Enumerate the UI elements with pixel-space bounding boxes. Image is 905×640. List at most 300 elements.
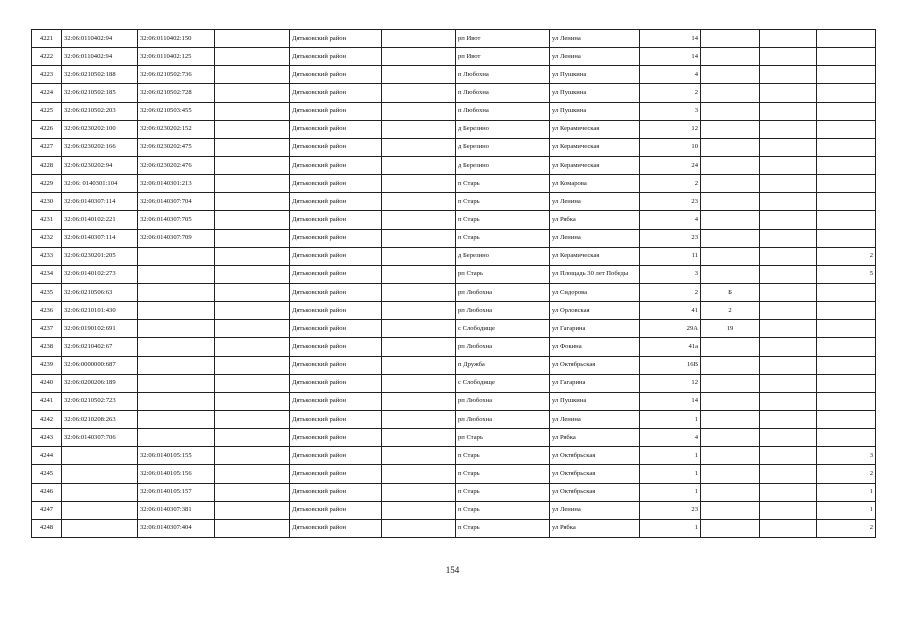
house-number-cell: 11 — [640, 247, 701, 265]
building-cadastral-number-cell — [138, 429, 215, 447]
cadastral-number-cell: 32:06:0230202:94 — [62, 156, 138, 174]
district-cell: Дятьковский район — [290, 193, 382, 211]
house-number-cell: 2 — [640, 283, 701, 301]
row-number-cell: 4226 — [32, 120, 62, 138]
cadastral-number-cell — [62, 483, 138, 501]
house-number-cell: 3 — [640, 102, 701, 120]
locality-cell: п Старь — [456, 229, 550, 247]
locality-cell: рп Любохна — [456, 410, 550, 428]
building-cell: 19 — [701, 320, 760, 338]
row-number-cell: 4235 — [32, 283, 62, 301]
house-number-cell: 24 — [640, 156, 701, 174]
apartment-cell — [817, 410, 876, 428]
locality-cell: п Старь — [456, 447, 550, 465]
cadastral-number-cell: 32:06:0230202:100 — [62, 120, 138, 138]
row-number-cell: 4229 — [32, 175, 62, 193]
empty-cell — [760, 320, 817, 338]
empty-cell — [760, 410, 817, 428]
apartment-cell — [817, 283, 876, 301]
district-cell: Дятьковский район — [290, 102, 382, 120]
cadastral-number-cell: 32:06:0230201:205 — [62, 247, 138, 265]
locality-cell: с Слободище — [456, 320, 550, 338]
row-number-cell: 4231 — [32, 211, 62, 229]
cadastral-number-cell: 32:06:0110402:94 — [62, 48, 138, 66]
building-cell — [701, 519, 760, 537]
table-row — [32, 265, 876, 283]
row-number-cell: 4225 — [32, 102, 62, 120]
row-number-cell: 4238 — [32, 338, 62, 356]
cadastral-number-cell: 32:06:0000000:687 — [62, 356, 138, 374]
table-row — [32, 374, 876, 392]
empty-cell — [382, 265, 456, 283]
empty-cell — [215, 211, 290, 229]
empty-cell — [382, 392, 456, 410]
empty-cell — [382, 429, 456, 447]
building-cell — [701, 483, 760, 501]
table-row — [32, 392, 876, 410]
cadastral-number-cell: 32:06:0200206:189 — [62, 374, 138, 392]
table-row — [32, 302, 876, 320]
apartment-cell: 3 — [817, 447, 876, 465]
building-cell — [701, 211, 760, 229]
house-number-cell: 1 — [640, 447, 701, 465]
empty-cell — [760, 501, 817, 519]
street-cell: ул Рябка — [550, 211, 640, 229]
house-number-cell: 1 — [640, 465, 701, 483]
empty-cell — [215, 302, 290, 320]
empty-cell — [760, 429, 817, 447]
apartment-cell: 2 — [817, 247, 876, 265]
cadastral-number-cell: 32:06:0140102:273 — [62, 265, 138, 283]
locality-cell: рп Ивот — [456, 30, 550, 48]
house-number-cell: 4 — [640, 66, 701, 84]
house-number-cell: 29А — [640, 320, 701, 338]
empty-cell — [382, 175, 456, 193]
district-cell: Дятьковский район — [290, 392, 382, 410]
empty-cell — [760, 283, 817, 301]
house-number-cell: 41 — [640, 302, 701, 320]
row-number-cell: 4230 — [32, 193, 62, 211]
empty-cell — [760, 302, 817, 320]
empty-cell — [215, 465, 290, 483]
house-number-cell: 10 — [640, 138, 701, 156]
district-cell: Дятьковский район — [290, 48, 382, 66]
locality-cell: с Слободище — [456, 374, 550, 392]
apartment-cell — [817, 302, 876, 320]
empty-cell — [215, 283, 290, 301]
empty-cell — [215, 102, 290, 120]
locality-cell: п Старь — [456, 483, 550, 501]
empty-cell — [382, 519, 456, 537]
empty-cell — [760, 84, 817, 102]
street-cell: ул Пушкина — [550, 66, 640, 84]
empty-cell — [760, 66, 817, 84]
house-number-cell: 1 — [640, 483, 701, 501]
building-cell — [701, 247, 760, 265]
building-cadastral-number-cell — [138, 283, 215, 301]
district-cell: Дятьковский район — [290, 465, 382, 483]
building-cell — [701, 429, 760, 447]
street-cell: ул Рябка — [550, 429, 640, 447]
locality-cell: п Старь — [456, 175, 550, 193]
empty-cell — [760, 447, 817, 465]
house-number-cell: 16В — [640, 356, 701, 374]
row-number-cell: 4246 — [32, 483, 62, 501]
cadastral-number-cell: 32:06:0140307:706 — [62, 429, 138, 447]
row-number-cell: 4234 — [32, 265, 62, 283]
house-number-cell: 14 — [640, 30, 701, 48]
street-cell: ул Керамическая — [550, 120, 640, 138]
empty-cell — [760, 120, 817, 138]
house-number-cell: 3 — [640, 265, 701, 283]
empty-cell — [382, 447, 456, 465]
street-cell: ул Рябка — [550, 519, 640, 537]
cadastral-number-cell: 32:06:0210502:185 — [62, 84, 138, 102]
empty-cell — [760, 175, 817, 193]
empty-cell — [215, 30, 290, 48]
empty-cell — [382, 501, 456, 519]
empty-cell — [215, 519, 290, 537]
empty-cell — [215, 374, 290, 392]
building-cell: Б — [701, 283, 760, 301]
empty-cell — [382, 338, 456, 356]
building-cell — [701, 356, 760, 374]
empty-cell — [215, 501, 290, 519]
empty-cell — [382, 247, 456, 265]
row-number-cell: 4233 — [32, 247, 62, 265]
row-number-cell: 4237 — [32, 320, 62, 338]
cadastral-number-cell: 32:06:0230202:166 — [62, 138, 138, 156]
apartment-cell — [817, 138, 876, 156]
empty-cell — [760, 247, 817, 265]
locality-cell: п Любохна — [456, 102, 550, 120]
empty-cell — [215, 429, 290, 447]
empty-cell — [382, 48, 456, 66]
street-cell: ул Пушкина — [550, 392, 640, 410]
apartment-cell — [817, 356, 876, 374]
building-cell — [701, 30, 760, 48]
house-number-cell: 1 — [640, 519, 701, 537]
street-cell: ул Ленина — [550, 30, 640, 48]
empty-cell — [215, 138, 290, 156]
locality-cell: рп Любохна — [456, 338, 550, 356]
locality-cell: рп Любохна — [456, 392, 550, 410]
row-number-cell: 4241 — [32, 392, 62, 410]
district-cell: Дятьковский район — [290, 265, 382, 283]
district-cell: Дятьковский район — [290, 338, 382, 356]
row-number-cell: 4228 — [32, 156, 62, 174]
empty-cell — [215, 447, 290, 465]
empty-cell — [760, 193, 817, 211]
building-cell — [701, 410, 760, 428]
empty-cell — [760, 30, 817, 48]
empty-cell — [215, 229, 290, 247]
empty-cell — [382, 483, 456, 501]
row-number-cell: 4245 — [32, 465, 62, 483]
row-number-cell: 4239 — [32, 356, 62, 374]
street-cell: ул Гагарина — [550, 320, 640, 338]
empty-cell — [382, 320, 456, 338]
building-cadastral-number-cell: 32:06:0230202:476 — [138, 156, 215, 174]
empty-cell — [760, 138, 817, 156]
row-number-cell: 4248 — [32, 519, 62, 537]
empty-cell — [760, 338, 817, 356]
house-number-cell: 12 — [640, 374, 701, 392]
locality-cell: п Старь — [456, 211, 550, 229]
cadastral-number-cell: 32:06:0210208:263 — [62, 410, 138, 428]
cadastral-number-cell: 32:06:0190102:691 — [62, 320, 138, 338]
house-number-cell: 23 — [640, 229, 701, 247]
apartment-cell — [817, 374, 876, 392]
row-number-cell: 4223 — [32, 66, 62, 84]
apartment-cell — [817, 84, 876, 102]
empty-cell — [215, 156, 290, 174]
street-cell: ул Октябрьская — [550, 447, 640, 465]
empty-cell — [382, 283, 456, 301]
building-cadastral-number-cell: 32:06:0140105:157 — [138, 483, 215, 501]
building-cell — [701, 447, 760, 465]
building-cadastral-number-cell: 32:06:0140307:404 — [138, 519, 215, 537]
apartment-cell — [817, 120, 876, 138]
locality-cell: рп Ивот — [456, 48, 550, 66]
street-cell: ул Орловская — [550, 302, 640, 320]
empty-cell — [382, 138, 456, 156]
house-number-cell: 23 — [640, 501, 701, 519]
street-cell: ул Ленина — [550, 48, 640, 66]
street-cell: ул Октябрьская — [550, 483, 640, 501]
street-cell: ул Пушкина — [550, 102, 640, 120]
building-cadastral-number-cell: 32:06:0140307:705 — [138, 211, 215, 229]
empty-cell — [382, 229, 456, 247]
table-row — [32, 483, 876, 501]
table-row — [32, 229, 876, 247]
table-row — [32, 66, 876, 84]
empty-cell — [760, 265, 817, 283]
cadastral-number-cell — [62, 447, 138, 465]
empty-cell — [215, 247, 290, 265]
apartment-cell — [817, 392, 876, 410]
empty-cell — [760, 519, 817, 537]
table-body — [32, 30, 876, 538]
empty-cell — [382, 30, 456, 48]
table-row — [32, 447, 876, 465]
apartment-cell — [817, 338, 876, 356]
empty-cell — [382, 302, 456, 320]
empty-cell — [382, 410, 456, 428]
page-number: 154 — [445, 565, 460, 575]
cadastral-number-cell: 32:06:0140307:114 — [62, 193, 138, 211]
cadastral-number-cell — [62, 501, 138, 519]
locality-cell: рп Любохна — [456, 283, 550, 301]
empty-cell — [215, 410, 290, 428]
house-number-cell: 14 — [640, 48, 701, 66]
building-cell — [701, 102, 760, 120]
street-cell: ул Площадь 30 лет Победы — [550, 265, 640, 283]
district-cell: Дятьковский район — [290, 519, 382, 537]
building-cadastral-number-cell: 32:06:0230202:152 — [138, 120, 215, 138]
locality-cell: д Березино — [456, 138, 550, 156]
empty-cell — [215, 48, 290, 66]
locality-cell: рп Старь — [456, 265, 550, 283]
building-cell: 2 — [701, 302, 760, 320]
building-cell — [701, 374, 760, 392]
apartment-cell: 2 — [817, 519, 876, 537]
building-cell — [701, 193, 760, 211]
locality-cell: рп Старь — [456, 429, 550, 447]
row-number-cell: 4242 — [32, 410, 62, 428]
table-row — [32, 247, 876, 265]
row-number-cell: 4227 — [32, 138, 62, 156]
table-row — [32, 156, 876, 174]
street-cell: ул Ленина — [550, 410, 640, 428]
empty-cell — [760, 48, 817, 66]
building-cadastral-number-cell — [138, 302, 215, 320]
empty-cell — [382, 66, 456, 84]
street-cell: ул Октябрьская — [550, 356, 640, 374]
building-cadastral-number-cell: 32:06:0140105:155 — [138, 447, 215, 465]
district-cell: Дятьковский район — [290, 30, 382, 48]
street-cell: ул Ленина — [550, 229, 640, 247]
building-cadastral-number-cell — [138, 247, 215, 265]
building-cell — [701, 66, 760, 84]
empty-cell — [215, 175, 290, 193]
empty-cell — [760, 392, 817, 410]
empty-cell — [215, 356, 290, 374]
street-cell: ул Керамическая — [550, 138, 640, 156]
table-row — [32, 338, 876, 356]
district-cell: Дятьковский район — [290, 320, 382, 338]
empty-cell — [215, 120, 290, 138]
building-cadastral-number-cell — [138, 410, 215, 428]
building-cadastral-number-cell: 32:06:0210503:455 — [138, 102, 215, 120]
house-number-cell: 2 — [640, 84, 701, 102]
building-cell — [701, 229, 760, 247]
empty-cell — [382, 84, 456, 102]
building-cell — [701, 501, 760, 519]
apartment-cell — [817, 175, 876, 193]
table-row — [32, 120, 876, 138]
document-table — [31, 29, 876, 538]
cadastral-number-cell — [62, 465, 138, 483]
table-row — [32, 175, 876, 193]
building-cell — [701, 156, 760, 174]
building-cadastral-number-cell: 32:06:0140307:381 — [138, 501, 215, 519]
empty-cell — [215, 320, 290, 338]
building-cadastral-number-cell — [138, 374, 215, 392]
row-number-cell: 4240 — [32, 374, 62, 392]
building-cell — [701, 392, 760, 410]
district-cell: Дятьковский район — [290, 211, 382, 229]
house-number-cell: 4 — [640, 211, 701, 229]
apartment-cell: 5 — [817, 265, 876, 283]
table-row — [32, 211, 876, 229]
building-cadastral-number-cell: 32:06:0140307:704 — [138, 193, 215, 211]
table-row — [32, 193, 876, 211]
district-cell: Дятьковский район — [290, 138, 382, 156]
empty-cell — [760, 229, 817, 247]
empty-cell — [215, 483, 290, 501]
empty-cell — [215, 265, 290, 283]
table-row — [32, 283, 876, 301]
building-cadastral-number-cell: 32:06:0210502:728 — [138, 84, 215, 102]
cadastral-number-cell: 32:06:0140102:221 — [62, 211, 138, 229]
apartment-cell — [817, 30, 876, 48]
district-cell: Дятьковский район — [290, 247, 382, 265]
cadastral-number-cell: 32:06:0210101:430 — [62, 302, 138, 320]
building-cadastral-number-cell: 32:06:0230202:475 — [138, 138, 215, 156]
district-cell: Дятьковский район — [290, 84, 382, 102]
empty-cell — [760, 211, 817, 229]
empty-cell — [215, 66, 290, 84]
table-row — [32, 138, 876, 156]
row-number-cell: 4247 — [32, 501, 62, 519]
apartment-cell — [817, 48, 876, 66]
district-cell: Дятьковский район — [290, 156, 382, 174]
building-cadastral-number-cell — [138, 338, 215, 356]
apartment-cell — [817, 156, 876, 174]
table-row — [32, 465, 876, 483]
apartment-cell — [817, 193, 876, 211]
cadastral-number-cell: 32:06:0210402:67 — [62, 338, 138, 356]
locality-cell: д Березино — [456, 156, 550, 174]
street-cell: ул Керамическая — [550, 156, 640, 174]
locality-cell: п Старь — [456, 501, 550, 519]
building-cell — [701, 338, 760, 356]
district-cell: Дятьковский район — [290, 229, 382, 247]
locality-cell: п Старь — [456, 519, 550, 537]
street-cell: ул Сидорова — [550, 283, 640, 301]
street-cell: ул Керамическая — [550, 247, 640, 265]
row-number-cell: 4222 — [32, 48, 62, 66]
district-cell: Дятьковский район — [290, 374, 382, 392]
row-number-cell: 4221 — [32, 30, 62, 48]
building-cadastral-number-cell: 32:06:0110402:150 — [138, 30, 215, 48]
empty-cell — [215, 338, 290, 356]
apartment-cell: 1 — [817, 483, 876, 501]
building-cadastral-number-cell — [138, 356, 215, 374]
locality-cell: рп Любохна — [456, 302, 550, 320]
house-number-cell: 41а — [640, 338, 701, 356]
empty-cell — [215, 193, 290, 211]
empty-cell — [382, 356, 456, 374]
locality-cell: п Старь — [456, 465, 550, 483]
street-cell: ул Комарова — [550, 175, 640, 193]
street-cell: ул Фокина — [550, 338, 640, 356]
apartment-cell — [817, 229, 876, 247]
locality-cell: п Любохна — [456, 66, 550, 84]
street-cell: ул Гагарина — [550, 374, 640, 392]
apartment-cell — [817, 320, 876, 338]
empty-cell — [760, 465, 817, 483]
table-row — [32, 410, 876, 428]
district-cell: Дятьковский район — [290, 501, 382, 519]
empty-cell — [382, 193, 456, 211]
apartment-cell — [817, 66, 876, 84]
building-cell — [701, 465, 760, 483]
cadastral-number-cell: 32:06:0110402:94 — [62, 30, 138, 48]
building-cadastral-number-cell: 32:06:0110402:125 — [138, 48, 215, 66]
table-row — [32, 30, 876, 48]
row-number-cell: 4232 — [32, 229, 62, 247]
house-number-cell: 2 — [640, 175, 701, 193]
table-row — [32, 356, 876, 374]
district-cell: Дятьковский район — [290, 410, 382, 428]
house-number-cell: 14 — [640, 392, 701, 410]
district-cell: Дятьковский район — [290, 283, 382, 301]
district-cell: Дятьковский район — [290, 120, 382, 138]
apartment-cell: 1 — [817, 501, 876, 519]
empty-cell — [382, 374, 456, 392]
